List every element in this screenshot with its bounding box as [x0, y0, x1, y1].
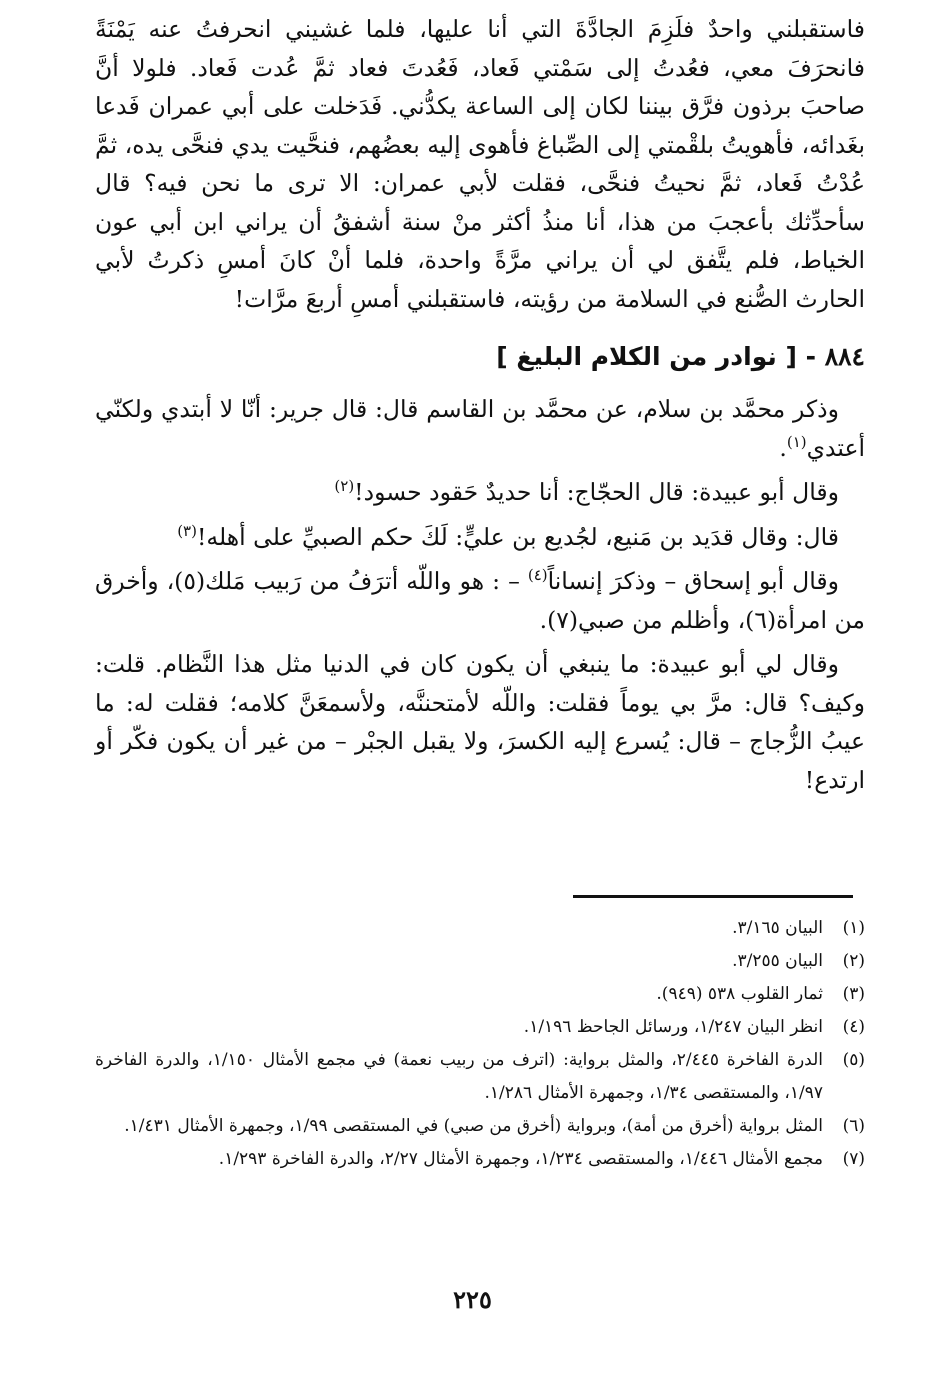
footnote-ref: (٢) — [334, 477, 355, 496]
footnote-5 — [95, 1044, 865, 1110]
main-text — [95, 10, 865, 799]
paragraph-1 — [95, 390, 865, 467]
section-number: ٨٨٤ — [824, 342, 865, 371]
paragraph-4 — [95, 562, 865, 639]
paragraph-tail: – : هو واللّه أترَفُ من رَبيب مَلك(٥)، وأخرق من امرأة(٦)، وأظلم من صبي(٧). — [95, 567, 865, 634]
page-number: ٢٢٥ — [453, 1285, 492, 1314]
footnote-number: (٦) — [842, 1116, 865, 1136]
paragraph-text: وذكر محمَّد بن سلام، عن محمَّد بن القاسم قال: قال جرير: أنّا لا أبتدي ولكنّي أعتدي — [95, 395, 865, 462]
footnote-4 — [95, 1011, 865, 1044]
footnote-text: ثمار القلوب ٥٣٨ (٩٤٩). — [656, 984, 823, 1004]
paragraph-5 — [95, 645, 865, 799]
paragraph-text: قال: وقال قدَيد بن مَنيع، لجُديع بن عليٍّ: لَكَ حكم الصبيِّ على أهله! — [196, 522, 839, 551]
footnote-ref: (٤) — [527, 566, 548, 585]
paragraph-text: وقال لي أبو عبيدة: ما ينبغي أن يكون كان في الدنيا مثل هذا النَّظام. قلت: وكيف؟ قال: مرَّ بي يوماً فقلت: واللّه لأمتحننَّه، ولأسمعَنَّ كلامه؛ فقلت له: ما عيبُ الزُّجاج – قال: يُسرع إليه الكسرَ، ولا يقبل الجبْر – من غير أن يكون فكّر أو ارتدع! — [95, 650, 865, 794]
footnote-text: البيان ٣/٢٥٥. — [732, 951, 823, 971]
section-title: - [ نوادر من الكلام البليغ ] — [496, 342, 816, 371]
footnote-text: مجمع الأمثال ١/٤٤٦، والمستقصى ١/٢٣٤، وجمهرة الأمثال ٢/٢٧، والدرة الفاخرة ١/٢٩٣. — [218, 1149, 823, 1169]
footnote-ref: (٣) — [177, 521, 197, 540]
footnote-number: (٢) — [842, 951, 865, 971]
paragraph-text: وقال أبو إسحاق – وذكرَ إنساناً — [547, 567, 839, 595]
footnote-number: (١) — [842, 918, 865, 938]
footnote-1 — [95, 912, 865, 945]
footnotes — [95, 912, 865, 1176]
footnote-text: البيان ٣/١٦٥. — [732, 918, 823, 938]
intro-paragraph: فاستقبلني واحدٌ فلَزِمَ الجادَّةَ التي أنا عليها، فلما غشيني انحرفتُ عنه يَمْنَةً فانحرَفَ معي، فعُدتُ إلى سَمْتي فَعاد، فَعُدتَ فعاد ثمَّ عُدت فَعاد. فلولا أنَّ صاحبَ برذون فرَّق بيننا لكان إلى الساعة يكدُّني. فَدَخلت على أبي عمران فَدعا بغَدائه، فأهويتُ بلقْمتي إلى الصِّباغ فأهوى إليه بعضُهم، فنحَّيت يدي فنحَّى يده، ثمَّ عُدْتُ فَعاد، ثمَّ نحيتُ فنحَّى، فقلت لأبي عمران: الا ترى ما نحن فيه؟ قال سأحدِّثك بأعجبَ من هذا، أنا منذُ أكثر منْ سنة أشفقُ أن يراني ابن أبي عون الخياط، فلم يتَّفق لي أن يراني مرَّةً واحدة، فلما أنْ كانَ أمسِ ذكرتُ لأبي الحارث الصُّنع في السلامة من رؤيته، فاستقبلني أمسِ أربعَ مرَّات! — [95, 15, 865, 313]
footnote-text: انظر البيان ١/٢٤٧، ورسائل الجاحظ ١/١٩٦. — [523, 1017, 823, 1037]
footnote-6 — [95, 1110, 865, 1143]
footnote-text: الدرة الفاخرة ٢/٤٤٥، والمثل برواية: (اترف من ربيب نعمة) في مجمع الأمثال ١/١٥٠، والدرة الفاخرة ١/٩٧، والمستقصى ١/٣٤، وجمهرة الأمثال ١/٢٨٦. — [95, 1050, 823, 1103]
paragraph-text: وقال أبو عبيدة: قال الحجّاج: أنا حديدٌ حَقود حسود! — [354, 478, 839, 506]
paragraph-2 — [95, 473, 865, 512]
footnote-number: (٣) — [842, 984, 865, 1004]
footnote-divider — [573, 895, 853, 898]
footnote-text: المثل برواية (أخرق من أمة)، وبرواية (أخرق من صبي) في المستقصى ١/٩٩، وجمهرة الأمثال ١/٤٣١. — [124, 1116, 823, 1136]
footnote-number: (٥) — [842, 1050, 865, 1070]
footnote-7 — [95, 1143, 865, 1176]
footnote-number: (٤) — [842, 1017, 865, 1037]
footnote-3 — [95, 978, 865, 1011]
paragraph-tail: . — [779, 433, 787, 462]
section-heading — [95, 338, 865, 376]
footnote-2 — [95, 945, 865, 978]
footnote-number: (٧) — [842, 1149, 865, 1169]
footnote-ref: (١) — [786, 432, 807, 451]
paragraph-3 — [95, 518, 865, 557]
